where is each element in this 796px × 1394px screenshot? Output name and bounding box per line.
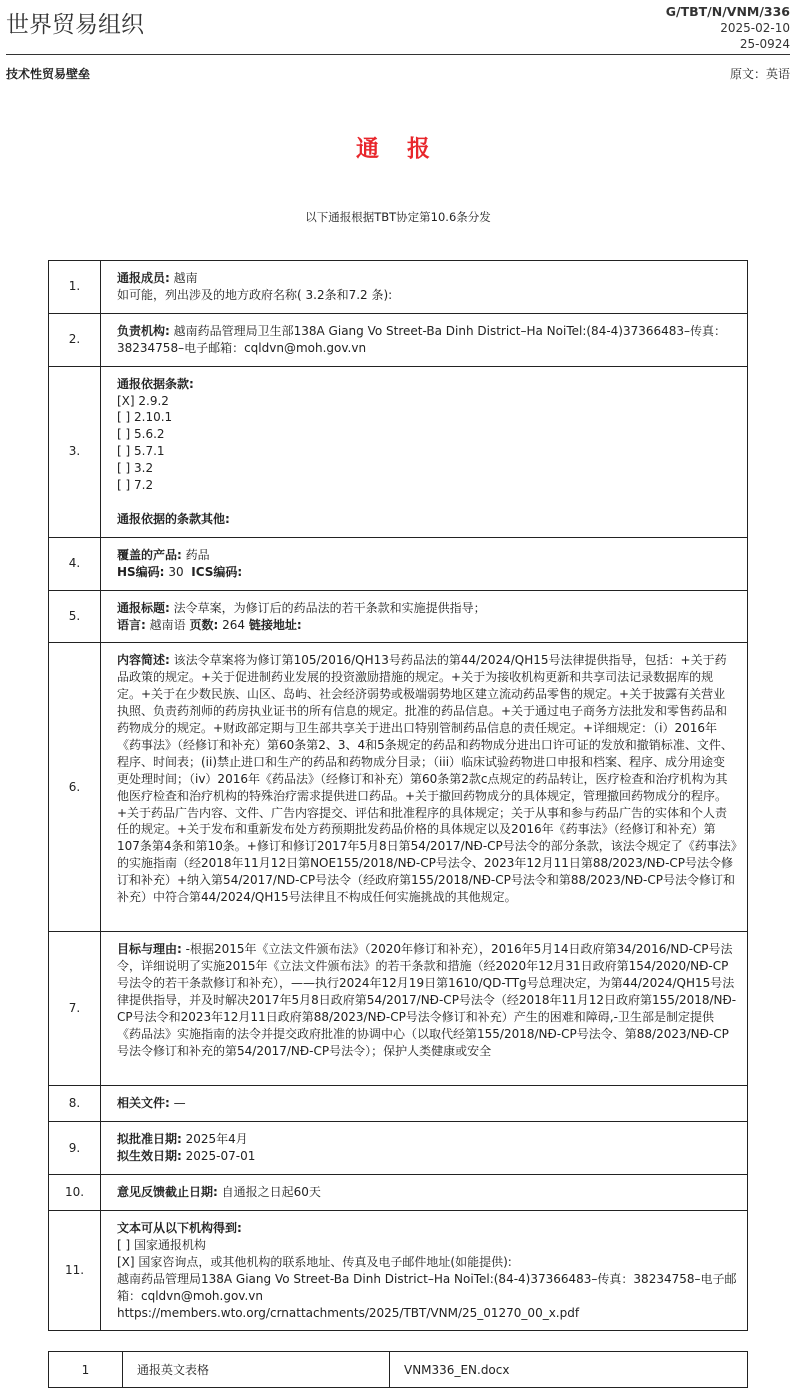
- document-symbol: G/TBT/N/VNM/336: [665, 4, 790, 19]
- field-label: 通报依据条款:: [117, 376, 194, 391]
- document-date: 2025-02-10: [720, 21, 790, 35]
- field-label: 通报标题:: [117, 600, 170, 615]
- checkbox-option: [ ] 7.2: [117, 478, 154, 493]
- row-content: [101, 1175, 748, 1211]
- document-link[interactable]: https://members.wto.org/crnattachments/2025/TBT/VNM/25_01270_00_x.pdf: [117, 1305, 580, 1320]
- field-value: —: [169, 1096, 186, 1111]
- original-language: 原文：英语: [729, 67, 790, 81]
- field-value: 30: [164, 564, 184, 579]
- org-title: 世界贸易组织: [6, 12, 144, 38]
- field-value: 越南语: [145, 617, 190, 632]
- table-row: [49, 643, 748, 932]
- field-value: 越南药品管理局卫生部138A Giang Vo Street-Ba Dinh District–Ha NoiTel:(84-4)37366483–传真：38234758–电子邮箱：cqldvn@moh.gov.vn: [117, 323, 727, 355]
- field-label: 文本可从以下机构得到:: [117, 1221, 242, 1236]
- row-number: 8.: [49, 1086, 101, 1122]
- row-content: [101, 366, 748, 537]
- field-value: 越南: [169, 271, 198, 285]
- field-value: 2025-07-01: [181, 1149, 256, 1164]
- row-content: [101, 932, 748, 1086]
- field-note: 如可能，列出涉及的地方政府名称( 3.2条和7.2 条):: [117, 287, 393, 302]
- field-label: 内容简述:: [117, 653, 170, 668]
- checkbox-option: [X] 国家咨询点，或其他机构的联系地址、传真及电子邮件地址(如能提供):: [117, 1254, 512, 1269]
- field-label: 链接地址:: [248, 617, 302, 632]
- field-label: 负责机构:: [117, 323, 170, 338]
- table-row: [49, 537, 748, 590]
- checkbox-option: [ ] 5.7.1: [117, 444, 165, 459]
- document-number: 25-0924: [739, 37, 790, 51]
- field-label: 页数:: [189, 617, 219, 632]
- intro-text: 以下通报根据TBT协定第10.6条分发: [305, 210, 491, 224]
- field-label: HS编码:: [117, 564, 165, 579]
- row-content: [101, 261, 748, 314]
- notification-table: [48, 260, 748, 1331]
- attachments-table: [48, 1351, 748, 1388]
- committee-name: 技术性贸易壁垒: [6, 67, 91, 81]
- field-label: 拟批准日期:: [117, 1132, 182, 1147]
- row-number: 7.: [49, 932, 101, 1086]
- checkbox-option: [ ] 2.10.1: [117, 410, 173, 425]
- table-row: [49, 1175, 748, 1211]
- table-row: [49, 590, 748, 643]
- row-content: [101, 590, 748, 643]
- row-number: 2.: [49, 313, 101, 366]
- row-number: 10.: [49, 1175, 101, 1211]
- checkbox-option: [ ] 国家通报机构: [117, 1237, 206, 1252]
- document-meta: [666, 4, 790, 52]
- notification-title: 通 报: [355, 136, 440, 162]
- row-number: 1.: [49, 261, 101, 314]
- attachment-file-link[interactable]: VNM336_EN.docx: [390, 1352, 748, 1388]
- field-label: 相关文件:: [117, 1096, 170, 1111]
- contact-address: 越南药品管理局138A Giang Vo Street-Ba Dinh District–Ha NoiTel:(84-4)37366483–传真：38234758–电子邮箱：cqldvn@moh.gov.vn: [117, 1271, 737, 1303]
- field-label: 拟生效日期:: [117, 1149, 182, 1164]
- table-row: [49, 261, 748, 314]
- checkbox-option: [X] 2.9.2: [117, 393, 169, 408]
- row-content: [101, 1122, 748, 1175]
- row-number: 9.: [49, 1122, 101, 1175]
- table-row: [49, 366, 748, 537]
- field-value: 该法令草案将为修订第105/2016/QH13号药品法的第44/2024/QH15号法律提供指导，包括：+关于药品政策的规定。+关于促进制药业发展的投资激励措施的规定。+关于为接收机构更新和共享司法记录数据库的规定。+关于在少数民族、山区、岛屿、社会经济弱势或极端弱势地区建立流动药品零售的规定。+关于披露有关营业执照、负责药剂师的药房执业证书的所有信息的规定。批准的药品信息。+关于通过电子商务方法批发和零售药品和药物成分的规定。+财政部定期与卫生部共享关于进出口特别管制药品信息的责任规定。+详细规定：（i）2016年《药事法》（经修订和补充）第60条第2、3、4和5条规定的药品和药物成分进出口许可证的发放和撤销标准、文件、程序、时间表；(ii)禁止进口和生产的药品和药物成分目录；（iii）临床试验药物进口申报和档案、程序、成分用途变更处理时间；（iv）2016年《药品法》（经修订和补充）第60条第2款c点规定的药品转让，医疗检查和治疗机构为其他医疗检查和治疗机构的特殊治疗需求提供进口药品。+关于撤回药物成分的具体规定，管理撤回药物成分的程序。+关于药品广告内容、文件、广告内容提交、评估和批准程序的具体规定；关于从事和参与药品广告的实体和个人责任的规定。+关于发布和重新发布处方药预期批发药品价格的具体规定以及2016年《药事法》（经修订和补充）第107条第4条和第10条。+修订和修订2017年5月8日第54/2017/NĐ-CP号法令的部分条款，该法令规定了《药事法》的实施指南（经2018年11月12日第NOE155/2018/NĐ-CP号法令、2023年12月11日第88/2023/NĐ-CP号法令修订和补充）+纳入第54/2017/ND-CP号法令（经政府第155/2018/NĐ-CP号法令和第88/2023/NĐ-CP号法令修订和补充）中符合第44/2024/QH15号法律且不构成任何实施挑战的其他规定。: [117, 653, 737, 905]
- row-content: [101, 643, 748, 932]
- field-label: 意见反馈截止日期:: [117, 1185, 218, 1200]
- attachment-row: [49, 1352, 748, 1388]
- table-row: [49, 1086, 748, 1122]
- field-label: 覆盖的产品:: [117, 547, 182, 562]
- field-value: -根据2015年《立法文件颁布法》（2020年修订和补充），2016年5月14日政府第34/2016/ND-CP号法令，详细说明了实施2015年《立法文件颁布法》的若干条款和措施（经2020年12月31日政府第154/2020/NĐ-CP号法令的若干条款修订和补充），——执行2024年12月19日第1610/QD-TTg号总理决定，为第44/2024/QH15号法律提供指导，并及时解决2017年5月8日政府第54/2017/NĐ-CP号法令（经2018年11月12日政府第155/2018/NĐ-CP号法令和2023年12月11日政府第88/2023/NĐ-CP号法令修订和补充）产生的困难和障碍,-卫生部是制定提供《药品法》实施指南的法令并提交政府批准的协调中心（以取代经第155/2018/NĐ-CP号法令、第88/2023/NĐ-CP号法令修订和补充的第54/2017/NĐ-CP号法令）；保护人类健康或安全: [117, 942, 737, 1058]
- table-row: [49, 1122, 748, 1175]
- row-content: [101, 1086, 748, 1122]
- checkbox-option: [ ] 3.2: [117, 461, 154, 476]
- table-row: [49, 1211, 748, 1331]
- field-value: 264: [218, 617, 249, 632]
- field-label: ICS编码:: [191, 564, 243, 579]
- field-label: 语言:: [117, 617, 146, 632]
- row-number: 11.: [49, 1211, 101, 1331]
- row-content: [101, 313, 748, 366]
- table-row: [49, 313, 748, 366]
- checkbox-option: [ ] 5.6.2: [117, 427, 165, 442]
- row-number: 4.: [49, 537, 101, 590]
- row-number: 6.: [49, 643, 101, 932]
- field-label: 通报成员:: [117, 271, 170, 285]
- header-divider: [6, 54, 790, 55]
- field-value: 法令草案，为修订后的药品法的若干条款和实施提供指导；: [169, 600, 486, 615]
- row-content: [101, 1211, 748, 1331]
- row-number: 5.: [49, 590, 101, 643]
- field-label: 目标与理由:: [117, 942, 182, 957]
- attachment-index: 1: [49, 1352, 123, 1388]
- row-number: 3.: [49, 366, 101, 537]
- field-value: 药品: [181, 547, 210, 562]
- row-content: [101, 537, 748, 590]
- field-value: 自通报之日起60天: [217, 1185, 321, 1200]
- field-label: 通报依据的条款其他:: [117, 511, 230, 526]
- field-value: 2025年4月: [181, 1132, 248, 1147]
- attachment-title: 通报英文表格: [123, 1352, 390, 1388]
- table-row: [49, 932, 748, 1086]
